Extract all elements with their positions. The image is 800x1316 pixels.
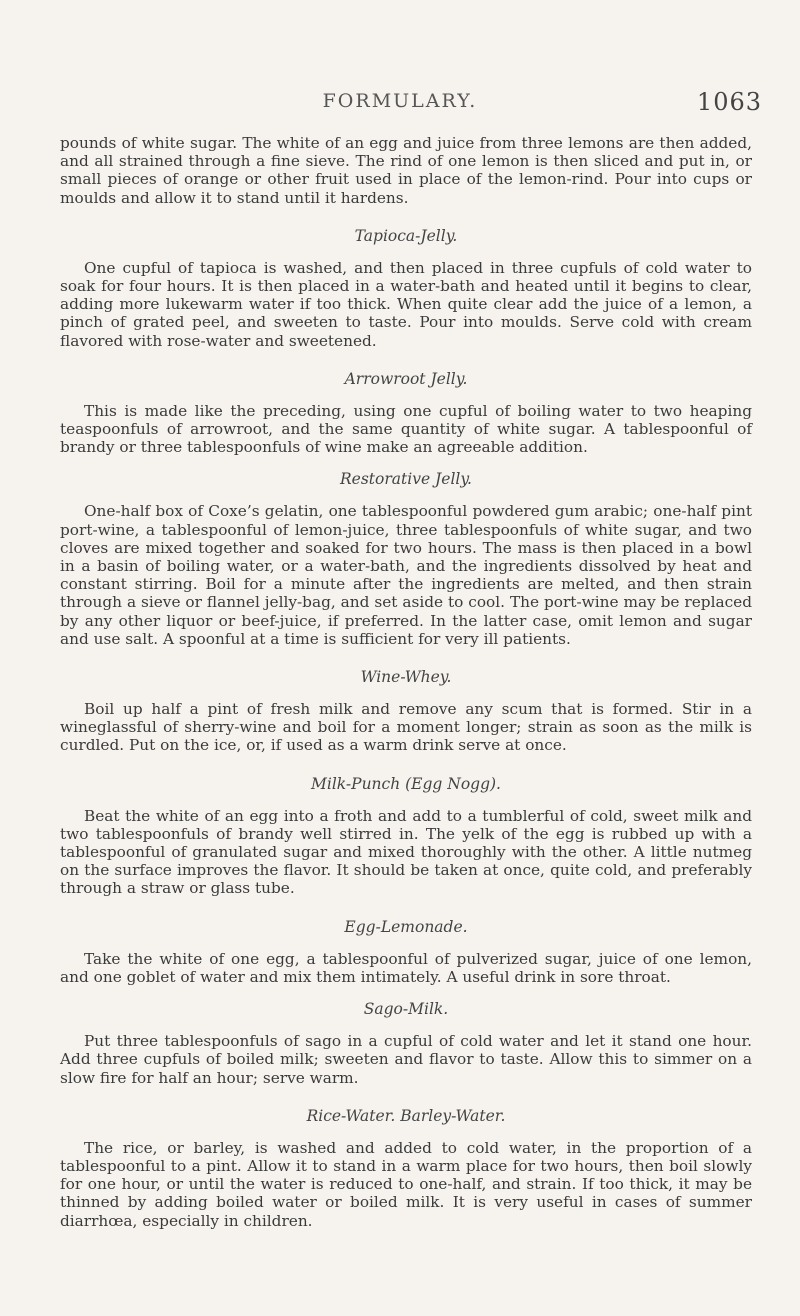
recipe-title-sago-milk: Sago-Milk. — [363, 1000, 449, 1019]
page-number: 1063 — [696, 88, 762, 116]
recipe-text-sago-milk: Put three tablespoonfuls of sago in a cupful of cold water and let it stand one hour. Add three cupfuls of boiled milk; sweeten and flavor to taste. Allow this to simmer on a slow fire for half an hour; serve warm. — [60, 1032, 752, 1087]
recipe-text-arrowroot-jelly: This is made like the preceding, using one cupful of boiling water to two heaping teaspoonfuls of arrowroot, and the same quantity of white sugar. A tablespoonful of brandy or three tablespoonfuls of wine make an agreeable addition. — [60, 401, 752, 457]
page-body — [60, 134, 752, 1230]
page-header — [0, 88, 800, 122]
recipe-title-restorative-jelly: Restorative Jelly. — [340, 470, 472, 489]
recipe-title-milk-punch: Milk-Punch (Egg Nogg). — [311, 774, 501, 793]
recipe-title-egg-lemonade: Egg-Lemonade. — [344, 917, 468, 936]
recipe-title-arrowroot-jelly: Arrowroot Jelly. — [344, 369, 468, 388]
recipe-text-tapioca-jelly: One cupful of tapioca is washed, and then placed in three cupfuls of cold water to soak for four hours. It is then placed in a water-bath and heated until it begins to clear, adding more lukewarm water if too thick. When quite clear add the juice of a lemon, a pinch of grated peel, and sweeten to taste. Pour into moulds. Serve cold with cream flavored with rose-water and sweetened. — [60, 258, 752, 350]
recipe-text-egg-lemonade: Take the white of one egg, a tablespoonful of pulverized sugar, juice of one lemon, and one goblet of water and mix them intimately. A useful drink in sore throat. — [60, 949, 752, 986]
recipe-text-milk-punch: Beat the white of an egg into a froth and add to a tumblerful of cold, sweet milk and two tablespoonfuls of brandy well stirred in. The yelk of the egg is rubbed up with a tablespoonful of granulated sugar and mixed thoroughly with the other. A little nutmeg on the surface improves the flavor. It should be taken at once, quite cold, and preferably through a straw or glass tube. — [60, 806, 752, 898]
continued-paragraph: pounds of white sugar. The white of an egg and juice from three lemons are then added, and all strained through a fine sieve. The rind of one lemon is then sliced and put in, or small pieces of orange or other fruit used in place of the lemon-rind. Pour into cups or moulds and allow it to stand until it hardens. — [60, 134, 752, 207]
recipe-title-rice-water: Rice-Water. Barley-Water. — [306, 1106, 506, 1125]
recipe-title-tapioca-jelly: Tapioca-Jelly. — [354, 226, 458, 245]
recipe-text-rice-water: The rice, or barley, is washed and added to cold water, in the proportion of a tablespoonful to a pint. Allow it to stand in a warm place for two hours, then boil slowly for one hour, or until the water is reduced to one-half, and strain. If too thick, it may be thinned by adding boiled water or boiled milk. It is very useful in cases of summer diarrhœa, especially in children. — [60, 1138, 752, 1230]
recipe-title-wine-whey: Wine-Whey. — [360, 668, 452, 687]
running-head: FORMULARY. — [322, 90, 478, 112]
recipe-text-restorative-jelly: One-half box of Coxe’s gelatin, one tablespoonful powdered gum arabic; one-half pint port-wine, a tablespoonful of lemon-juice, three tablespoonfuls of white sugar, and two cloves are mixed together and soaked for two hours. The mass is then placed in a bowl in a basin of boiling water, or a water-bath, and the ingredients dissolved by heat and constant stirring. Boil for a minute after the ingredients are melted, and then strain through a sieve or flannel jelly-bag, and set aside to cool. The port-wine may be replaced by any other liquor or beef-juice, if preferred. In the latter case, omit lemon and sugar and use salt. A spoonful at a time is sufficient for very ill patients. — [60, 502, 752, 648]
recipe-text-wine-whey: Boil up half a pint of fresh milk and remove any scum that is formed. Stir in a wineglassful of sherry-wine and boil for a moment longer; strain as soon as the milk is curdled. Put on the ice, or, if used as a warm drink serve at once. — [60, 700, 752, 755]
